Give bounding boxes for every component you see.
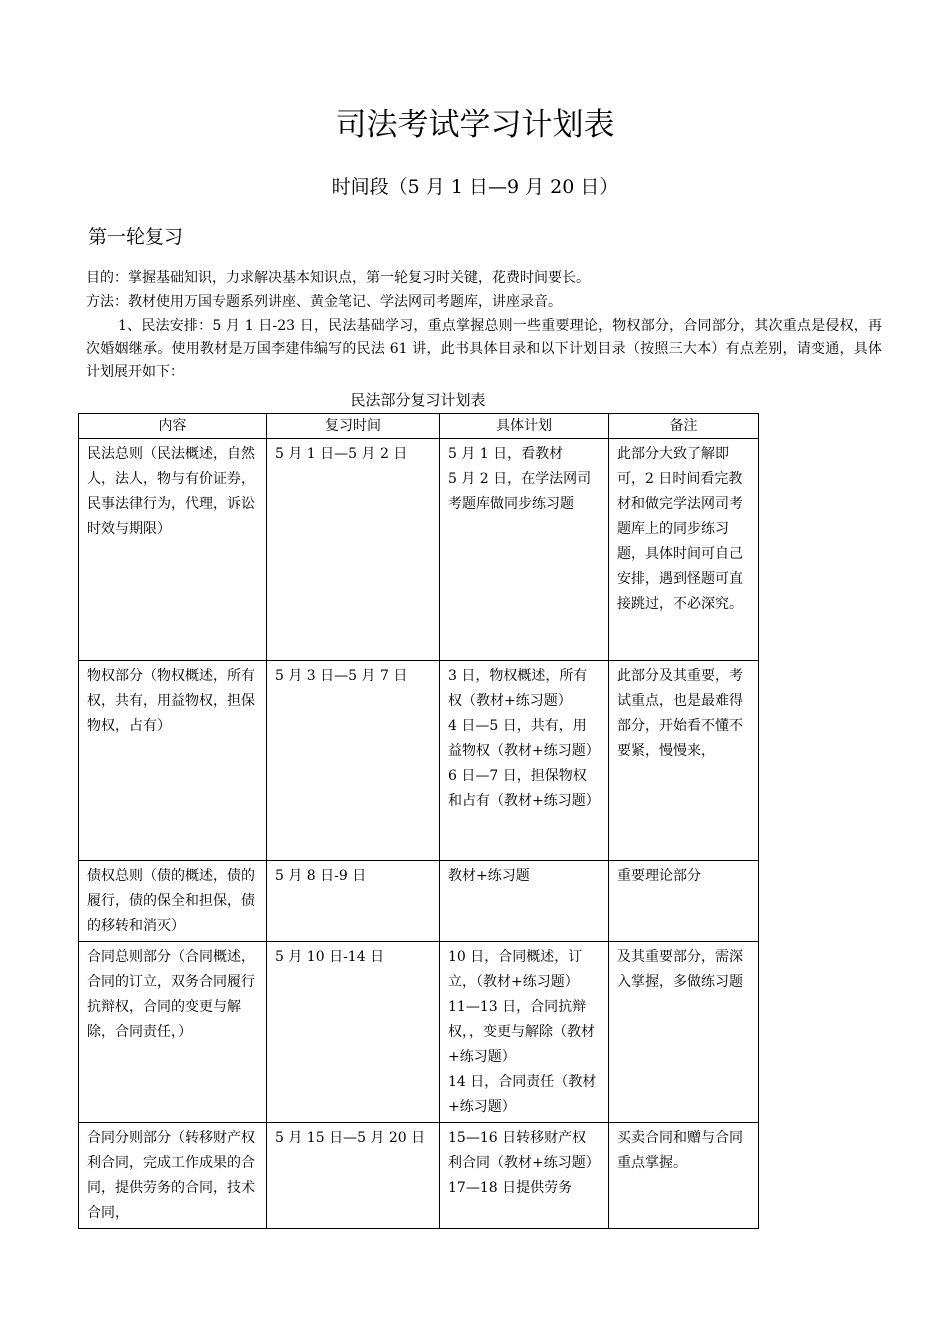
row-content: 物权部分（物权概述，所有权，共有，用益物权，担保物权，占有）: [79, 661, 267, 861]
plan-line: 14 日，合同责任（教材+练习题）: [448, 1074, 597, 1115]
header-note: 备注: [609, 414, 759, 439]
section-heading: 第一轮复习: [88, 226, 184, 248]
row-note: 买卖合同和赠与合同重点掌握。: [609, 1123, 759, 1229]
row-time: 5 月 15 日—5 月 20 日: [267, 1123, 440, 1229]
plan-line: 4 日—5 日，共有，用益物权（教材+练习题）: [448, 718, 600, 759]
plan-line: 5 月 1 日，看教材: [448, 446, 564, 462]
plan-line: 17—18 日提供劳务: [448, 1180, 573, 1196]
header-plan: 具体计划: [440, 414, 609, 439]
row-note: 此部分及其重要，考试重点，也是最难得部分，开始看不懂不要紧，慢慢来，: [609, 661, 759, 861]
row-content: 民法总则（民法概述，自然人，法人，物与有价证券，民事法律行为，代理，诉讼时效与期限）: [79, 439, 267, 661]
table-row: [79, 942, 759, 1123]
plan-line: 11—13 日，合同抗辩权，，变更与解除（教材+练习题）: [448, 999, 595, 1065]
row-plan: [440, 661, 609, 861]
table-row: [79, 661, 759, 861]
row-note: 及其重要部分，需深入掌握，多做练习题: [609, 942, 759, 1123]
method-paragraph: 方法：教材使用万国专题系列讲座、黄金笔记、学法网司考题库，讲座录音。: [86, 294, 562, 310]
row-content: 合同分则部分（转移财产权利合同，完成工作成果的合同，提供劳务的合同，技术合同，: [79, 1123, 267, 1229]
table-header-row: [79, 414, 759, 439]
document-subtitle: 时间段（5 月 1 日—9 月 20 日）: [331, 176, 619, 198]
plan-line: 教材+练习题: [448, 868, 530, 884]
row-content: 债权总则（债的概述，债的履行，债的保全和担保，债的移转和消灭）: [79, 861, 267, 942]
header-content: 内容: [79, 414, 267, 439]
plan-line: 15—16 日转移财产权利合同（教材+练习题）: [448, 1130, 600, 1171]
row-time: 5 月 3 日—5 月 7 日: [267, 661, 440, 861]
goal-paragraph: 目的：掌握基础知识，力求解决基本知识点，第一轮复习时关键，花费时间要长。: [86, 270, 590, 286]
plan-line: 3 日，物权概述，所有权（教材+练习题）: [448, 668, 588, 709]
row-time: 5 月 8 日-9 日: [267, 861, 440, 942]
row-plan: [440, 861, 609, 942]
row-time: 5 月 10 日-14 日: [267, 942, 440, 1123]
table-row: [79, 1123, 759, 1229]
table-row: [79, 861, 759, 942]
civil-law-plan-table: [78, 413, 759, 1229]
civil-law-intro-paragraph: 1、民法安排：5 月 1 日-23 日，民法基础学习，重点掌握总则一些重要理论，物权部分，合同部分，其次重点是侵权，再次婚姻继承。使用教材是万国李建伟编写的民法 61 讲，此书具体目录和以下计划目录（按照三大本）有点差别，请变通，具体计划展开如下：: [86, 318, 882, 380]
plan-line: 6 日—7 日，担保物权和占有（教材+练习题）: [448, 768, 600, 809]
row-plan: [440, 439, 609, 661]
row-plan: [440, 1123, 609, 1229]
row-content: 合同总则部分（合同概述，合同的订立，双务合同履行抗辩权，合同的变更与解除，合同责任，）: [79, 942, 267, 1123]
header-time: 复习时间: [267, 414, 440, 439]
document-title: 司法考试学习计划表: [335, 107, 615, 143]
plan-line: 5 月 2 日，在学法网司考题库做同步练习题: [448, 471, 592, 512]
plan-line: 10 日，合同概述，订立，（教材+练习题）: [448, 949, 583, 990]
table-caption: 民法部分复习计划表: [350, 391, 486, 409]
row-plan: [440, 942, 609, 1123]
row-note: 此部分大致了解即可，2 日时间看完教材和做完学法网司考题库上的同步练习题，具体时间可自己安排，遇到怪题可直接跳过，不必深究。: [609, 439, 759, 661]
row-note: 重要理论部分: [609, 861, 759, 942]
row-time: 5 月 1 日—5 月 2 日: [267, 439, 440, 661]
table-row: [79, 439, 759, 661]
